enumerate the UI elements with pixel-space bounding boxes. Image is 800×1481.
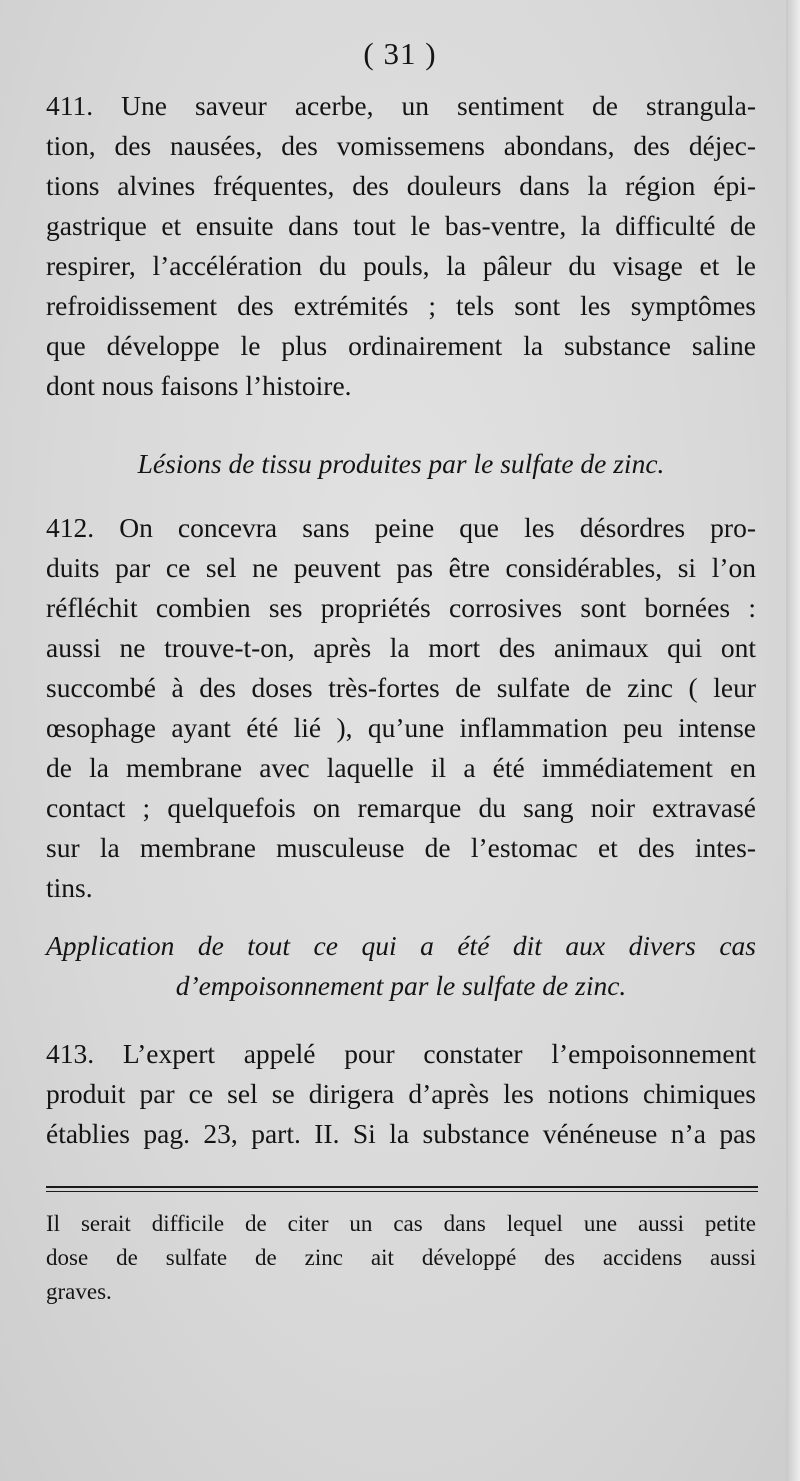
text-line: que développe le plus ordinairement la substance saline: [46, 330, 756, 361]
heading-text: d’empoisonnement par le sulfate de zinc.: [175, 970, 627, 1001]
footnote: [46, 1207, 756, 1309]
text-line: sur la membrane musculeuse de l’estomac et des intes-: [46, 832, 756, 863]
text-line: tion, des nausées, des vomissemens abondans, des déjec-: [46, 130, 756, 161]
text-line: succombé à des doses très-fortes de sulfate de zinc ( leur: [46, 672, 756, 703]
page-number: ( 31 ): [363, 36, 437, 71]
text-line: duits par ce sel ne peuvent pas être considérables, si l’on: [46, 552, 756, 583]
footnote-line: dose de sulfate de zinc ait développé des accidens aussi: [46, 1245, 756, 1270]
footnote-line: graves.: [46, 1279, 112, 1304]
text-line: dont nous faisons l’histoire.: [46, 370, 352, 401]
text-line: de la membrane avec laquelle il a été immédiatement en: [46, 752, 756, 783]
text-line: tins.: [46, 872, 93, 903]
text-line: aussi ne trouve-t-on, après la mort des animaux qui ont: [46, 632, 756, 663]
section-heading-lesions: [46, 444, 756, 484]
paragraph-412: [46, 508, 756, 908]
text-line: produit par ce sel se dirigera d’après les notions chimiques: [46, 1078, 756, 1109]
footnote-rule-thin: [46, 1191, 758, 1192]
page-edge: [786, 0, 800, 1481]
paragraph-411: [46, 86, 756, 406]
text-line: œsophage ayant été lié ), qu’une inflammation peu intense: [46, 712, 756, 743]
text-line: établies pag. 23, part. II. Si la substance vénéneuse n’a pas: [46, 1118, 756, 1149]
text-line: 412. On concevra sans peine que les désordres pro-: [46, 512, 756, 543]
paragraph-413: [46, 1034, 756, 1154]
text-line: tions alvines fréquentes, des douleurs dans la région épi-: [46, 170, 756, 201]
text-line: contact ; quelquefois on remarque du sang noir extravasé: [46, 792, 756, 823]
heading-text: Lésions de tissu produites par le sulfate de zinc.: [137, 448, 665, 479]
text-line: respirer, l’accélération du pouls, la pâleur du visage et le: [46, 250, 756, 281]
section-heading-application: [46, 926, 756, 1006]
text-line: réfléchit combien ses propriétés corrosives sont bornées :: [46, 592, 756, 623]
text-line: refroidissement des extrémités ; tels sont les symptômes: [46, 290, 756, 321]
footnote-rule: [46, 1186, 758, 1188]
text-line: 411. Une saveur acerbe, un sentiment de strangula-: [46, 90, 756, 121]
text-line: 413. L’expert appelé pour constater l’empoisonnement: [46, 1038, 756, 1069]
footnote-line: Il serait difficile de citer un cas dans lequel une aussi petite: [46, 1211, 756, 1236]
text-line: gastrique et ensuite dans tout le bas-ventre, la difficulté de: [46, 210, 756, 241]
heading-text: Application de tout ce qui a été dit aux divers cas: [46, 930, 756, 961]
